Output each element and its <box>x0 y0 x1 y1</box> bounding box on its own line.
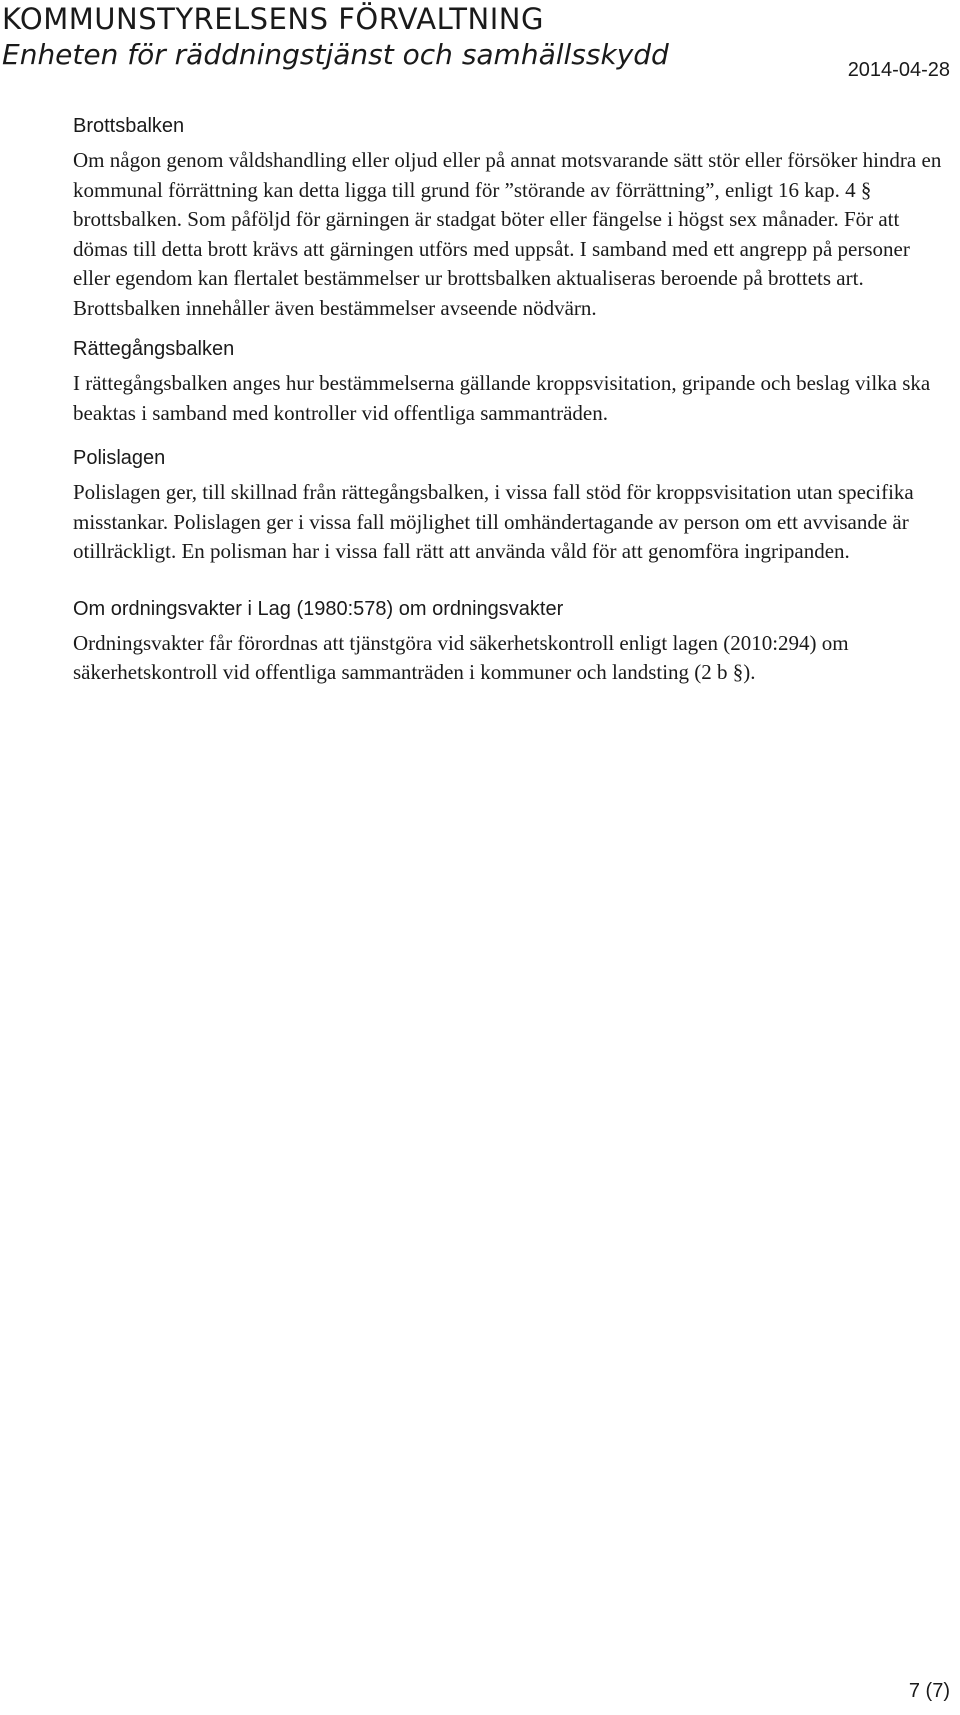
section-paragraph: Om någon genom våldshandling eller oljud eller på annat motsvarande sätt stör eller försöker hindra en kommunal förrättning kan detta ligga till grund för ”störande av förrättning”, enligt 16 kap. 4 § brottsbalken. Som påföljd för gärningen är stadgat böter eller fängelse i högst sex månader. För att dömas till detta brott krävs att gärningen utförs med uppsåt. I samband med ett angrepp på personer eller egendom kan flertalet bestämmelser ur brottsbalken aktualiseras beroende på brottets art. Brottsbalken innehåller även bestämmelser avseende nödvärn. <box>73 148 942 320</box>
section-paragraph: Ordningsvakter får förordnas att tjänstgöra vid säkerhetskontroll enligt lagen (2010:294) om säkerhetskontroll vid offentliga sammanträden i kommuner och landsting (2 b §). <box>73 630 849 684</box>
section-heading: Om ordningsvakter i Lag (1980:578) om ordningsvakter <box>73 597 564 620</box>
unit-name: Enheten för räddningstjänst och samhällsskydd <box>2 38 669 71</box>
section-paragraph: I rättegångsbalken anges hur bestämmelserna gällande kroppsvisitation, gripande och beslag vilka ska beaktas i samband med kontroller vid offentliga sammanträden. <box>73 371 931 425</box>
section-paragraph: Polislagen ger, till skillnad från rättegångsbalken, i vissa fall stöd för kroppsvisitation utan specifika misstankar. Polislagen ger i vissa fall möjlighet till omhändertagande av person om ett avvisande är otillräckligt. En polisman har i vissa fall rätt att använda våld för att genomföra ingripanden. <box>73 480 914 563</box>
organization-name: KOMMUNSTYRELSENS FÖRVALTNING <box>2 2 544 36</box>
section-heading: Rättegångsbalken <box>73 338 235 360</box>
section-brottsbalken <box>73 112 943 323</box>
section-heading: Polislagen <box>73 447 166 469</box>
section-ordningsvakter <box>73 595 943 688</box>
document-body <box>73 112 943 688</box>
section-heading: Brottsbalken <box>73 115 185 137</box>
document-date: 2014-04-28 <box>847 59 950 81</box>
section-rattegangsbalken <box>73 335 943 428</box>
page-number: 7 (7) <box>908 1680 950 1702</box>
section-polislagen <box>73 444 943 567</box>
